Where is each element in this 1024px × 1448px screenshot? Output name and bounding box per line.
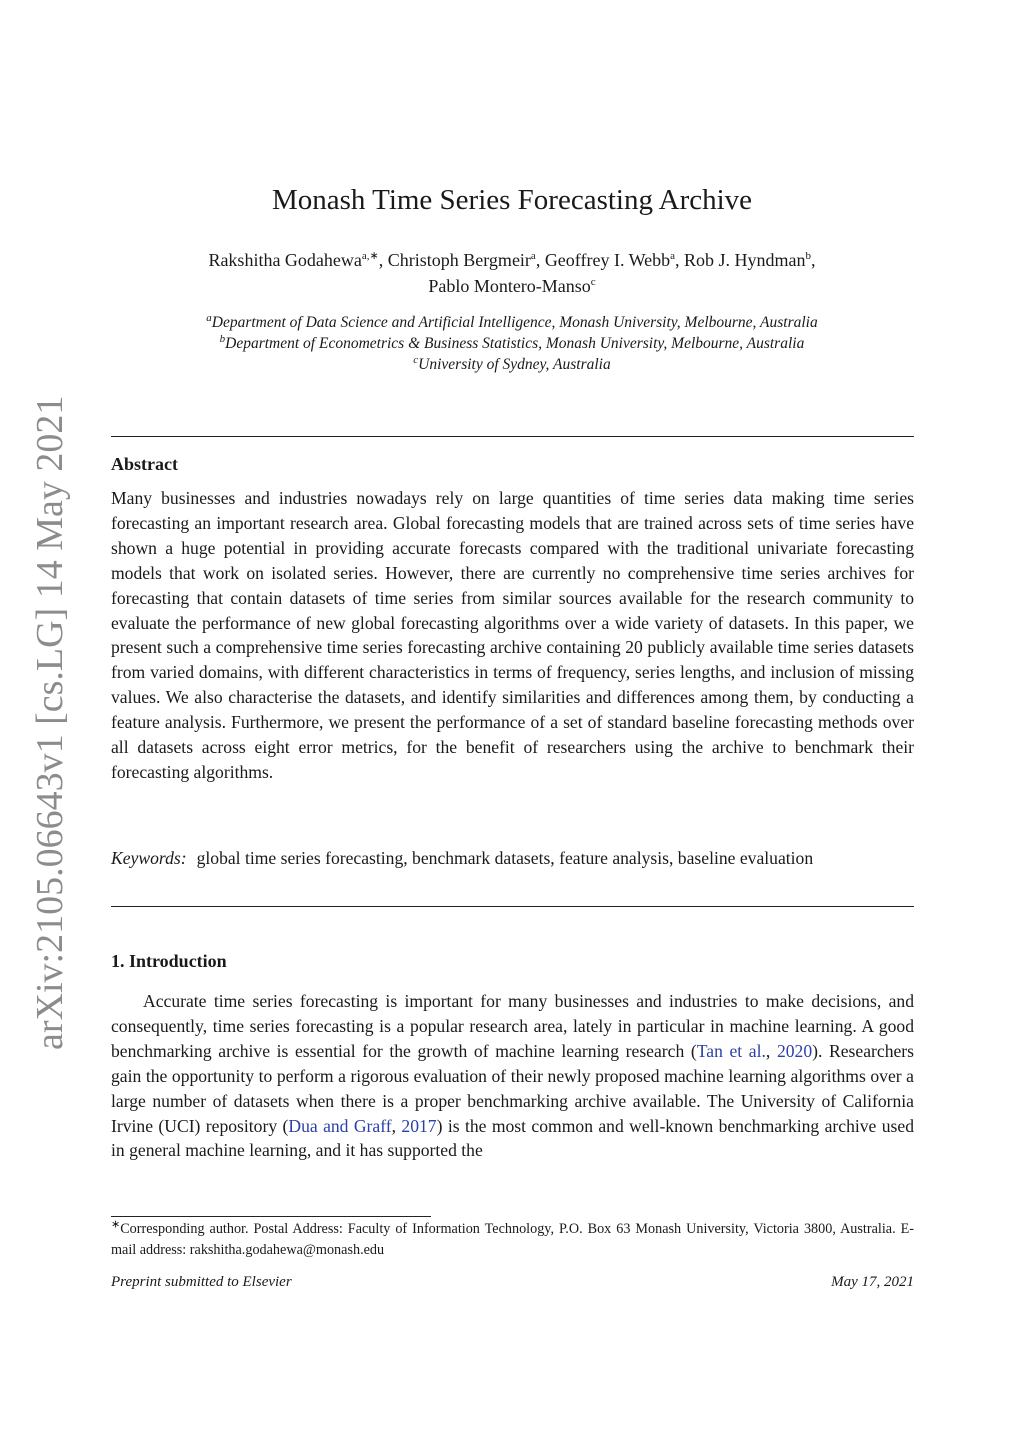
arxiv-sidebar-stamp: arXiv:2105.06643v1 [cs.LG] 14 May 2021 xyxy=(29,395,71,1050)
affiliation-a: $^a$Department of Data Science and Artificial Intelligence, Monash University, Melbourne, Australia xyxy=(206,311,818,331)
citation-dua-graff-2017[interactable]: Dua and Graff, 2017 xyxy=(288,1115,437,1136)
affiliation-b: $^b$Department of Econometrics & Business Statistics, Monash University, Melbourne, Australia xyxy=(219,332,805,352)
keywords-text: global time series forecasting, benchmark datasets, feature analysis, baseline evaluation xyxy=(196,848,814,868)
affiliation-list xyxy=(110,313,914,375)
footnote: ∗Corresponding author. Postal Address: Faculty of Information Technology, P.O. Box 63 Monash University, Victoria 3800, Australia. E-mail address: rakshitha.godahewa@monash.edu xyxy=(111,1218,914,1258)
abstract-top-rule xyxy=(111,436,914,437)
author-1: Rakshitha Godahewa$^{a,∗}$, xyxy=(208,250,388,270)
keywords-label: Keywords: xyxy=(111,848,187,868)
affiliation-c: $^c$University of Sydney, Australia xyxy=(413,353,611,373)
footnote-rule xyxy=(111,1216,431,1217)
introduction-heading: 1. Introduction xyxy=(111,951,227,971)
keywords xyxy=(111,846,914,871)
citation-tan-2020[interactable]: Tan et al., 2020 xyxy=(696,1040,813,1061)
author-4: Rob J. Hyndman$^b$, xyxy=(684,250,816,270)
author-3: Geoffrey I. Webb$^a$, xyxy=(544,250,685,270)
author-list xyxy=(120,247,904,299)
abstract-bottom-rule xyxy=(111,906,914,907)
paper-title: Monash Time Series Forecasting Archive xyxy=(271,184,753,216)
abstract-body: Many businesses and industries nowadays rely on large quantities of time series data making time series forecasting an important research area. Global forecasting models that are trained across sets of time series have shown a huge potential in providing accurate forecasts compared with the traditional univariate forecasting models that work on isolated series. However, there are currently no comprehensive time series archives for forecasting that contain datasets of time series from similar sources available for the research community to evaluate the performance of new global forecasting algorithms over a wide variety of datasets. In this paper, we present such a comprehensive time series forecasting archive containing 20 publicly available time series datasets from varied domains, with different characteristics in terms of frequency, series lengths, and inclusion of missing values. We also characterise the datasets, and identify similarities and differences among them, by conducting a feature analysis. Furthermore, we present the performance of a set of standard baseline forecasting methods over all datasets across eight error metrics, for the benefit of researchers using the archive to benchmark their forecasting algorithms. xyxy=(111,488,914,782)
abstract-heading: Abstract xyxy=(111,454,178,474)
introduction-paragraph: Accurate time series forecasting is important for many businesses and industries to make decisions, and consequently, time series forecasting is a popular research area, lately in particular in machine learning. A good benchmarking archive is essential for the growth of machine learning research (Tan et al., 2020). Researchers gain the opportunity to perform a rigorous evaluation of their newly proposed machine learning algorithms over a large number of datasets when there is a proper benchmarking archive available. The University of California Irvine (UCI) repository (Dua and Graff, 2017) is the most common and well-known benchmarking archive used in general machine learning, and it has supported the xyxy=(111,991,915,1161)
author-2: Christoph Bergmeir$^a$, xyxy=(387,250,545,270)
footer-preprint-note: Preprint submitted to Elsevier xyxy=(111,1274,292,1290)
footer-date: May 17, 2021 xyxy=(831,1274,914,1290)
author-5: Pablo Montero-Manso$^c$ xyxy=(428,276,596,296)
